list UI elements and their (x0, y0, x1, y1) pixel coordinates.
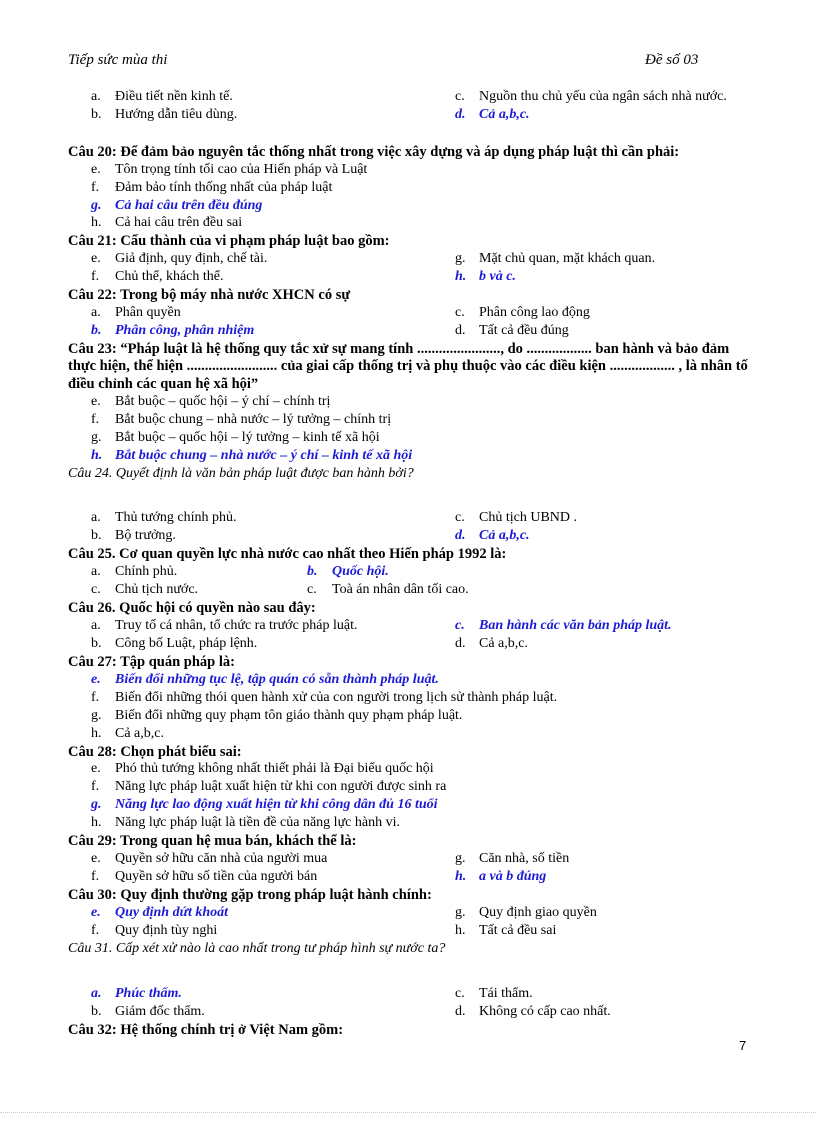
answer-option-correct (455, 268, 516, 286)
answer-option-correct (91, 322, 254, 340)
answer-option (91, 617, 358, 635)
option-letter: b. (91, 107, 102, 122)
option-letter: f. (91, 869, 100, 884)
answer-option (455, 1003, 611, 1021)
option-letter: e. (91, 394, 101, 409)
answer-option (91, 563, 177, 581)
option-letter: h. (91, 215, 102, 230)
option-letter: f. (91, 412, 100, 427)
answer-option (91, 214, 242, 232)
answer-option (91, 778, 446, 796)
question-text: Câu 27: Tập quán pháp là: (68, 654, 235, 670)
question-text: Câu 30: Quy định thường gặp trong pháp luật hành chính: (68, 887, 432, 903)
answer-option (91, 88, 233, 106)
option-text: b và c. (479, 269, 516, 284)
answer-option (455, 250, 655, 268)
option-letter: e. (91, 761, 101, 776)
option-text: Tất cả đều đúng (479, 323, 569, 338)
option-text: Cả a,b,c. (479, 528, 530, 543)
answer-option (455, 304, 590, 322)
option-letter: g. (91, 198, 102, 213)
option-text: Phân công lao động (479, 305, 590, 320)
option-letter: g. (91, 430, 102, 445)
option-text: Thủ tướng chính phủ. (115, 510, 237, 525)
option-letter: b. (91, 323, 102, 338)
question-text: Câu 32: Hệ thống chính trị ở Việt Nam gồm: (68, 1022, 344, 1038)
answer-option-correct (455, 617, 672, 635)
option-letter: d. (455, 636, 466, 651)
option-text: Đảm bảo tính thống nhất của pháp luật (115, 180, 333, 195)
question-text: điều chỉnh các quan hệ xã hội” (68, 376, 259, 392)
page-divider (0, 1112, 816, 1113)
option-letter: g. (91, 708, 102, 723)
question-text: Câu 26. Quốc hội có quyền nào sau đây: (68, 600, 316, 616)
option-text: Phó thủ tướng không nhất thiết phải là Đại biểu quốc hội (115, 761, 434, 776)
option-letter: b. (307, 564, 318, 579)
option-text: Cả a,b,c. (115, 726, 164, 741)
answer-option-correct (91, 985, 182, 1003)
answer-option (455, 88, 727, 106)
option-text: Cả hai câu trên đều sai (115, 215, 243, 230)
answer-option (455, 322, 569, 340)
option-text: Biến đổi những thói quen hành xử của con người trong lịch sử thành pháp luật. (115, 690, 558, 705)
answer-option-correct (455, 106, 530, 124)
option-letter: b. (91, 1004, 102, 1019)
answer-option (91, 635, 257, 653)
option-letter: b. (91, 528, 102, 543)
option-letter: a. (91, 89, 101, 104)
question-text: Câu 22: Trong bộ máy nhà nước XHCN có sự (68, 287, 351, 303)
answer-option (455, 985, 533, 1003)
option-letter: e. (91, 851, 101, 866)
question-text: Câu 28: Chọn phát biểu sai: (68, 744, 242, 760)
option-text: Căn nhà, số tiền (479, 851, 570, 866)
answer-option-correct (91, 904, 228, 922)
answer-option (91, 922, 217, 940)
answer-option (91, 179, 332, 197)
option-letter: f. (91, 779, 100, 794)
answer-option-correct (455, 527, 530, 545)
option-letter: g. (455, 905, 466, 920)
option-text: a và b đúng (479, 869, 547, 884)
option-letter: f. (91, 180, 100, 195)
answer-option (91, 393, 330, 411)
option-text: Biến đổi những tục lệ, tập quán có sẵn thành pháp luật. (115, 672, 439, 687)
option-text: Không có cấp cao nhất. (479, 1004, 611, 1019)
option-text: Quy định dứt khoát (115, 905, 229, 920)
answer-option (91, 725, 164, 743)
header-right: Đề số 03 (645, 52, 699, 68)
option-letter: d. (455, 107, 466, 122)
answer-option-correct (91, 197, 262, 215)
option-text: Quy định giao quyền (479, 905, 597, 920)
option-letter: b. (91, 636, 102, 651)
answer-option (307, 581, 469, 599)
option-letter: c. (455, 986, 465, 1001)
answer-option (91, 509, 237, 527)
option-text: Bắt buộc chung – nhà nước – ý chí – kinh tế xã hội (115, 448, 413, 463)
question-text: Câu 20: Để đảm bảo nguyên tắc thống nhất trong việc xây dựng và áp dụng pháp luật thì cần phải: (68, 144, 680, 160)
option-text: Năng lực pháp luật là tiền đề của năng lực hành vi. (115, 815, 400, 830)
option-text: Quốc hội. (332, 564, 389, 579)
answer-option (455, 635, 528, 653)
answer-option (91, 814, 400, 832)
option-letter: e. (91, 251, 101, 266)
option-letter: a. (91, 986, 102, 1001)
option-text: Toà án nhân dân tối cao. (332, 582, 469, 597)
option-text: Biến đổi những quy phạm tôn giáo thành quy phạm pháp luật. (115, 708, 463, 723)
answer-option (455, 904, 597, 922)
option-letter: d. (455, 528, 466, 543)
option-text: Quy định tùy nghi (115, 923, 218, 938)
option-text: Cả a,b,c. (479, 636, 528, 651)
option-letter: c. (455, 510, 465, 525)
option-letter: g. (455, 251, 466, 266)
option-text: Quyền sở hữu số tiền của người bán (115, 869, 318, 884)
option-text: Giám đốc thẩm. (115, 1004, 205, 1019)
option-text: Chủ tịch nước. (115, 582, 199, 597)
option-text: Chính phủ. (115, 564, 178, 579)
option-text: Phân quyền (115, 305, 181, 320)
option-letter: h. (455, 869, 467, 884)
option-letter: f. (91, 690, 100, 705)
option-text: Phân công, phân nhiệm (115, 323, 255, 338)
option-text: Truy tố cá nhân, tổ chức ra trước pháp luật. (115, 618, 358, 633)
option-letter: d. (455, 323, 466, 338)
option-text: Cả hai câu trên đều đúng (115, 198, 263, 213)
answer-option-correct (455, 868, 546, 886)
answer-option (91, 581, 198, 599)
option-text: Tất cả đều sai (479, 923, 557, 938)
option-text: Bộ trưởng. (115, 528, 176, 543)
option-letter: f. (91, 923, 100, 938)
question-text: Câu 21: Cấu thành của vi phạm pháp luật bao gồm: (68, 233, 390, 249)
option-text: Tôn trọng tính tối cao của Hiến pháp và Luật (115, 162, 368, 177)
answer-option (91, 161, 367, 179)
question-text: Câu 29: Trong quan hệ mua bán, khách thể là: (68, 833, 357, 849)
answer-option (455, 509, 577, 527)
answer-option (91, 689, 557, 707)
option-text: Cả a,b,c. (479, 107, 530, 122)
answer-option (91, 106, 237, 124)
answer-option (91, 850, 327, 868)
option-text: Bắt buộc – quốc hội – ý chí – chính trị (115, 394, 331, 409)
answer-option-correct (91, 447, 412, 465)
option-text: Bắt buộc chung – nhà nước – lý tưởng – chính trị (115, 412, 392, 427)
option-letter: c. (91, 582, 101, 597)
answer-option (91, 304, 181, 322)
option-letter: h. (455, 269, 467, 284)
answer-option-correct (91, 796, 438, 814)
option-text: Điều tiết nền kinh tế. (115, 89, 233, 104)
question-text: Câu 31. Cấp xét xử nào là cao nhất trong tư pháp hình sự nước ta? (68, 941, 446, 956)
option-letter: e. (91, 905, 101, 920)
option-letter: g. (91, 797, 102, 812)
answer-option (91, 429, 380, 447)
answer-option (91, 268, 223, 286)
option-text: Tái thẩm. (479, 986, 533, 1001)
question-text: Câu 24. Quyết định là văn bản pháp luật được ban hành bởi? (68, 466, 414, 481)
option-letter: c. (455, 618, 465, 633)
option-text: Phúc thẩm. (115, 986, 182, 1001)
page-number: 7 (739, 1038, 747, 1053)
answer-option (91, 527, 176, 545)
option-letter: c. (307, 582, 317, 597)
option-letter: a. (91, 618, 101, 633)
option-text: Chủ thể, khách thể. (115, 269, 224, 284)
option-text: Hướng dẫn tiêu dùng. (115, 107, 238, 122)
answer-option (455, 850, 569, 868)
option-letter: a. (91, 510, 101, 525)
option-letter: g. (455, 851, 466, 866)
option-text: Chủ tịch UBND . (479, 510, 577, 525)
option-text: Công bố Luật, pháp lệnh. (115, 636, 258, 651)
header-left: Tiếp sức mùa thi (68, 52, 168, 68)
option-letter: h. (91, 726, 102, 741)
option-text: Bắt buộc – quốc hội – lý tưởng – kinh tế xã hội (115, 430, 380, 445)
answer-option (91, 760, 434, 778)
question-text: Câu 23: “Pháp luật là hệ thống quy tắc xử sự mang tính ......................., do .................. ban hành và bảo đảm (68, 341, 730, 357)
option-text: Năng lực pháp luật xuất hiện từ khi con người được sinh ra (115, 779, 447, 794)
option-text: Giả định, quy định, chế tài. (115, 251, 268, 266)
question-text: thực hiện, thể hiện ......................... của giai cấp thống trị và phụ thuộc vào các điều kiện .................. , là nhân tố (68, 358, 748, 374)
option-letter: e. (91, 672, 101, 687)
option-letter: a. (91, 305, 101, 320)
question-text: Câu 25. Cơ quan quyền lực nhà nước cao nhất theo Hiến pháp 1992 là: (68, 546, 507, 562)
option-letter: c. (455, 305, 465, 320)
option-text: Ban hành các văn bản pháp luật. (479, 618, 672, 633)
answer-option (91, 707, 462, 725)
answer-option (91, 250, 267, 268)
answer-option (455, 922, 556, 940)
option-letter: c. (455, 89, 465, 104)
answer-option-correct (307, 563, 389, 581)
option-letter: h. (455, 923, 466, 938)
option-text: Mặt chủ quan, mặt khách quan. (479, 251, 656, 266)
option-letter: f. (91, 269, 100, 284)
option-letter: e. (91, 162, 101, 177)
option-letter: h. (91, 448, 103, 463)
option-text: Quyền sở hữu căn nhà của người mua (115, 851, 328, 866)
option-text: Năng lực lao động xuất hiện từ khi công dân đủ 16 tuổi (115, 797, 438, 812)
answer-option (91, 411, 391, 429)
option-letter: h. (91, 815, 102, 830)
option-letter: d. (455, 1004, 466, 1019)
option-text: Nguồn thu chủ yếu của ngân sách nhà nước. (479, 89, 727, 104)
option-letter: a. (91, 564, 101, 579)
answer-option (91, 868, 317, 886)
answer-option-correct (91, 671, 439, 689)
answer-option (91, 1003, 205, 1021)
